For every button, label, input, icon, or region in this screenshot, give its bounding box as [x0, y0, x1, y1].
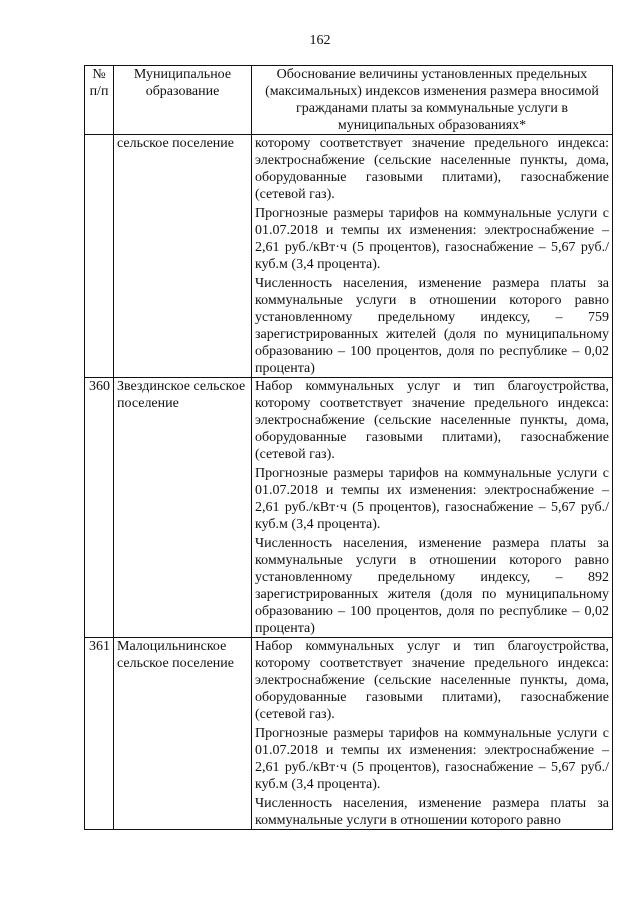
- header-number: № п/п: [85, 66, 114, 135]
- table-row: [85, 135, 613, 378]
- description-paragraph: Набор коммунальных услуг и тип благоустройства, которому соответствует значение предельного индекса: электроснабжение (сельские населенные пункты, дома, оборудованные газовыми плитами), газоснабжение (сетевой газ).: [255, 379, 609, 462]
- header-municipality: Муниципальное образование: [114, 66, 252, 135]
- description-cell: [252, 638, 613, 830]
- header-description: Обоснование величины установленных предельных (максимальных) индексов изменения размера вносимой гражданами платы за коммунальные услуги в муниципальных образованиях*: [252, 66, 613, 135]
- municipality-name: Малоцильнинское сельское поселение: [114, 638, 252, 830]
- table-row: [85, 638, 613, 830]
- description-paragraph: Прогнозные размеры тарифов на коммунальные услуги с 01.07.2018 и темпы их изменения: электроснабжение – 2,61 руб./кВт·ч (5 процентов), газоснабжение – 5,67 руб./куб.м (3,4 процента).: [255, 726, 609, 792]
- description-paragraph: Численность населения, изменение размера платы за коммунальные услуги в отношении которого равно установленному предельному индексу, – 759 зарегистрированных жителей (доля по муниципальному образованию – 100 процентов, доля по республике – 0,02 процента): [255, 276, 609, 376]
- row-number: [85, 135, 114, 378]
- description-paragraph: Набор коммунальных услуг и тип благоустройства, которому соответствует значение предельного индекса: электроснабжение (сельские населенные пункты, дома, оборудованные газовыми плитами), газоснабжение (сетевой газ).: [255, 639, 609, 722]
- municipality-name: сельское поселение: [114, 135, 252, 378]
- description-cell: [252, 378, 613, 638]
- description-cell: [252, 135, 613, 378]
- table-header-row: [85, 66, 613, 135]
- row-number: 361: [85, 638, 114, 830]
- description-paragraph: Прогнозные размеры тарифов на коммунальные услуги с 01.07.2018 и темпы их изменения: электроснабжение – 2,61 руб./кВт·ч (5 процентов), газоснабжение – 5,67 руб./куб.м (3,4 процента).: [255, 206, 609, 272]
- table-row: [85, 378, 613, 638]
- description-paragraph: Прогнозные размеры тарифов на коммунальные услуги с 01.07.2018 и темпы их изменения: электроснабжение – 2,61 руб./кВт·ч (5 процентов), газоснабжение – 5,67 руб./куб.м (3,4 процента).: [255, 466, 609, 532]
- tariff-index-table: [84, 65, 613, 830]
- row-number: 360: [85, 378, 114, 638]
- page-number: 162: [309, 33, 331, 48]
- description-paragraph: Численность населения, изменение размера платы за коммунальные услуги в отношении которого равно: [255, 796, 609, 828]
- municipality-name: Звездинское сельское поселение: [114, 378, 252, 638]
- description-paragraph: Численность населения, изменение размера платы за коммунальные услуги в отношении которого равно установленному предельному индексу, – 892 зарегистрированных жителя (доля по муниципальному образованию – 100 процентов, доля по республике – 0,02 процента): [255, 536, 609, 636]
- description-paragraph: которому соответствует значение предельного индекса: электроснабжение (сельские населенные пункты, дома, оборудованные газовыми плитами), газоснабжение (сетевой газ).: [255, 136, 609, 202]
